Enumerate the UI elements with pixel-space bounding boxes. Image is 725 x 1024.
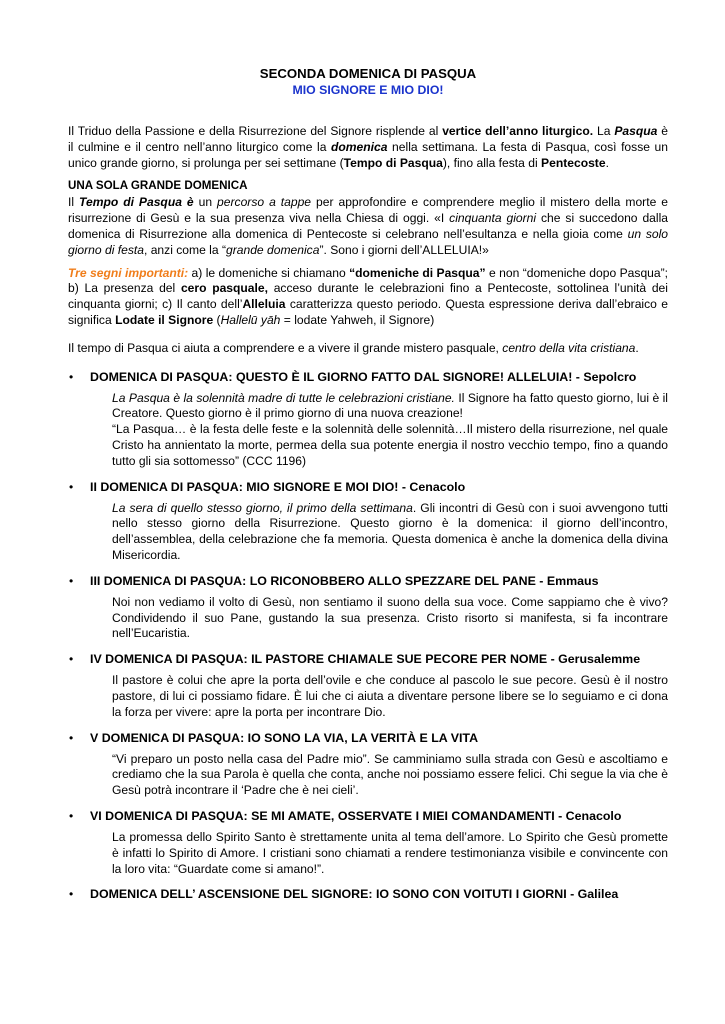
text-run: che si succedono dalla domenica di Risurrezione alla domenica di Pentecoste si celebrano nell’esultanza e nella gioia come bbox=[68, 211, 668, 241]
tempo-paragraph bbox=[68, 195, 668, 258]
text-run: “Vi preparo un posto nella casa del Padre mio”. Se camminiamo sulla strada con Gesù e ascoltiamo e crediamo che la sua Parola è quella che conta, anche noi possiamo essere felici. Chi segue la via che è Gesù potrà incontrare il ‘Padre che è nei cieli’. bbox=[112, 751, 668, 798]
list-item-title bbox=[90, 808, 668, 824]
mistero-paragraph bbox=[68, 341, 668, 357]
bullet-icon: • bbox=[69, 652, 74, 667]
list-item-title bbox=[90, 651, 668, 667]
page-subtitle: MIO SIGNORE E MIO DIO! bbox=[292, 83, 444, 97]
list-item bbox=[68, 573, 668, 642]
text-run: per approfondire e comprendere meglio il mistero della morte e risurrezione di Gesù e la sua presenza viva nella Chiesa di oggi. «I bbox=[68, 195, 668, 226]
text-run: . bbox=[635, 340, 639, 355]
text-run: . Gli incontri di Gesù con i suoi avvengono tutti nello stesso giorno della Risurrezione. Questo giorno è la domenica: il giorno dell’incontro, dell’assemblea, della celebrazione che fa memoria. Questa domenica è anche la domenica della divina Misericordia. bbox=[112, 500, 668, 562]
text-run: Il bbox=[68, 195, 80, 210]
sunday-name: V DOMENICA DI PASQUA bbox=[90, 730, 241, 745]
text-run: Alleluia bbox=[242, 297, 286, 312]
sunday-name: III DOMENICA DI PASQUA bbox=[90, 573, 243, 588]
text-run: centro della vita cristiana bbox=[502, 340, 636, 355]
text-run: Pentecoste bbox=[541, 155, 606, 170]
text-run: ”. Sono i giorni dell’ALLELUIA!» bbox=[319, 242, 489, 257]
list-item-description bbox=[90, 673, 668, 720]
list-item bbox=[68, 886, 668, 902]
list-item bbox=[68, 730, 668, 799]
list-item-title bbox=[90, 730, 668, 746]
text-run: , anzi come la “ bbox=[143, 242, 226, 257]
bullet-icon: • bbox=[69, 887, 74, 902]
list-item bbox=[68, 369, 668, 470]
text-run: “La Pasqua… è la festa delle feste e la solennità delle solennità…Il mistero della risurrezione, nel quale Cristo ha annientato la morte, permea della sua potente energia il nostro vecchio tempo, fino a quando tutto gli sia sottomesso” (CCC 1196) bbox=[112, 422, 668, 468]
text-run: Il Signore ha fatto questo giorno, lui è il Creatore. Questo giorno è il primo giorno di una nuova creazione! bbox=[112, 390, 668, 421]
text-run: e non “domeniche dopo Pasqua”; b) La presenza del bbox=[68, 265, 669, 296]
text-run: vertice dell’anno liturgico. bbox=[442, 124, 594, 138]
text-run: La bbox=[593, 124, 615, 138]
text-run: cero pasquale, bbox=[180, 281, 268, 296]
highlight-label: Tre segni importanti: bbox=[68, 265, 189, 280]
sunday-theme: : QUESTO È IL GIORNO FATTO DAL SIGNORE! ALLELUIA! - Sepolcro bbox=[228, 369, 637, 384]
text-run: acceso durante le celebrazioni fino a Pentecoste, sottolinea l’unità dei cinquanta giorni; c) Il canto dell’ bbox=[68, 281, 668, 312]
sunday-theme: : IO SONO LA VIA, LA VERITÀ E LA VITA bbox=[240, 730, 479, 745]
sunday-name: II DOMENICA DI PASQUA bbox=[90, 479, 239, 494]
text-run: un bbox=[193, 195, 218, 210]
sunday-name: IV DOMENICA DI PASQUA bbox=[90, 652, 244, 667]
list-item-title bbox=[90, 886, 668, 902]
text-run: Pasqua bbox=[614, 124, 658, 138]
sunday-name: DOMENICA DELL’ ASCENSIONE DEL SIGNORE bbox=[90, 887, 369, 902]
text-run: La promessa dello Spirito Santo è strettamente unita al tema dell’amore. Lo Spirito che Gesù promette è infatti lo Spirito di Amore. I cristiani sono chiamati a rendere testimonianza visibile e convincente con la loro vita: “Guardate come si amano!”. bbox=[112, 829, 668, 876]
list-item-description bbox=[90, 501, 668, 564]
bullet-icon: • bbox=[69, 573, 74, 588]
text-run: Il pastore è colui che apre la porta dell’ovile e che conduce al pascolo le sue pecore. Gesù è il nostro pastore, di lui ci possiamo fidare. È lui che ci aiuta a diventare persone libere se lo seguiamo e ci dona la forza per vivere: apre la porta per incontrare Dio. bbox=[112, 673, 668, 719]
text-run: nella settimana. La festa di Pasqua, così fosse un unico grande giorno, si prolunga per sei settimane ( bbox=[68, 139, 668, 170]
text-run: Tempo di Pasqua bbox=[343, 155, 443, 170]
text-run: cinquanta giorni bbox=[449, 211, 537, 226]
page-title: SECONDA DOMENICA DI PASQUA bbox=[259, 66, 477, 81]
bullet-icon: • bbox=[69, 730, 74, 745]
list-item bbox=[68, 479, 668, 564]
section-heading: UNA SOLA GRANDE DOMENICA bbox=[68, 179, 248, 193]
sunday-theme: : IO SONO CON VOITUTI I GIORNI - Galilea bbox=[368, 887, 619, 902]
intro-paragraph bbox=[68, 124, 668, 171]
text-run: La Pasqua è la solennità madre di tutte le celebrazioni cristiane. bbox=[112, 390, 455, 405]
text-run: Tempo di Pasqua è bbox=[79, 195, 194, 210]
list-item-description bbox=[90, 595, 668, 642]
text-run: “domeniche di Pasqua” bbox=[349, 265, 486, 280]
text-run: Il tempo di Pasqua ci aiuta a comprendere e a vivere il grande mistero pasquale, bbox=[68, 340, 503, 355]
list-item-title bbox=[90, 573, 668, 589]
text-run: La sera di quello stesso giorno, il primo della settimana bbox=[112, 500, 413, 515]
text-run: Hallelū yāh bbox=[220, 312, 281, 327]
text-run: Lodate il Signore bbox=[115, 312, 214, 327]
sunday-name: DOMENICA DI PASQUA bbox=[90, 369, 229, 384]
sunday-theme: : MIO SIGNORE E MOI DIO! - Cenacolo bbox=[238, 479, 466, 494]
text-run: ), fino alla festa di bbox=[442, 155, 542, 170]
sunday-theme: : SE MI AMATE, OSSERVATE I MIEI COMANDAMENTI - Cenacolo bbox=[243, 808, 622, 823]
list-item bbox=[68, 808, 668, 877]
segni-paragraph bbox=[68, 266, 668, 329]
bullet-icon: • bbox=[69, 479, 74, 494]
text-run: ( bbox=[213, 312, 221, 327]
list-item bbox=[68, 651, 668, 720]
sunday-theme: : LO RICONOBBERO ALLO SPEZZARE DEL PANE - Emmaus bbox=[242, 573, 599, 588]
list-item-title bbox=[90, 479, 668, 495]
sunday-name: VI DOMENICA DI PASQUA bbox=[90, 808, 244, 823]
list-item-description bbox=[90, 830, 668, 877]
text-run: Il Triduo della Passione e della Risurrezione del Signore risplende al bbox=[68, 124, 443, 138]
text-run: a) le domeniche si chiamano bbox=[188, 265, 350, 280]
list-item-description bbox=[90, 752, 668, 799]
text-run: un solo giorno di festa bbox=[68, 226, 669, 257]
text-run: domenica bbox=[331, 139, 388, 154]
text-run: è il culmine e il centro nell’anno liturgico come la bbox=[68, 124, 668, 154]
text-run: = lodate Yahweh, il Signore) bbox=[280, 312, 435, 327]
list-item-description bbox=[90, 391, 668, 470]
text-run: grande domenica bbox=[225, 242, 320, 257]
bullet-icon: • bbox=[69, 369, 74, 384]
text-run: percorso a tappe bbox=[217, 195, 312, 210]
text-run: . bbox=[605, 155, 609, 170]
list-item-title bbox=[90, 369, 668, 385]
bullet-icon: • bbox=[69, 808, 74, 823]
text-run: Noi non vediamo il volto di Gesù, non sentiamo il suono della sua voce. Come sappiamo che è vivo? Condividendo il suo Pane, gustando la sua presenza. Cristo risorto si manifesta, si fa incontrare nell’Eucaristia. bbox=[112, 594, 668, 641]
sunday-theme: : IL PASTORE CHIAMALE SUE PECORE PER NOME - Gerusalemme bbox=[243, 652, 641, 667]
sundays-list bbox=[68, 369, 668, 903]
text-run: caratterizza questo periodo. Questa espressione deriva dall’ebraico e significa bbox=[68, 297, 668, 327]
